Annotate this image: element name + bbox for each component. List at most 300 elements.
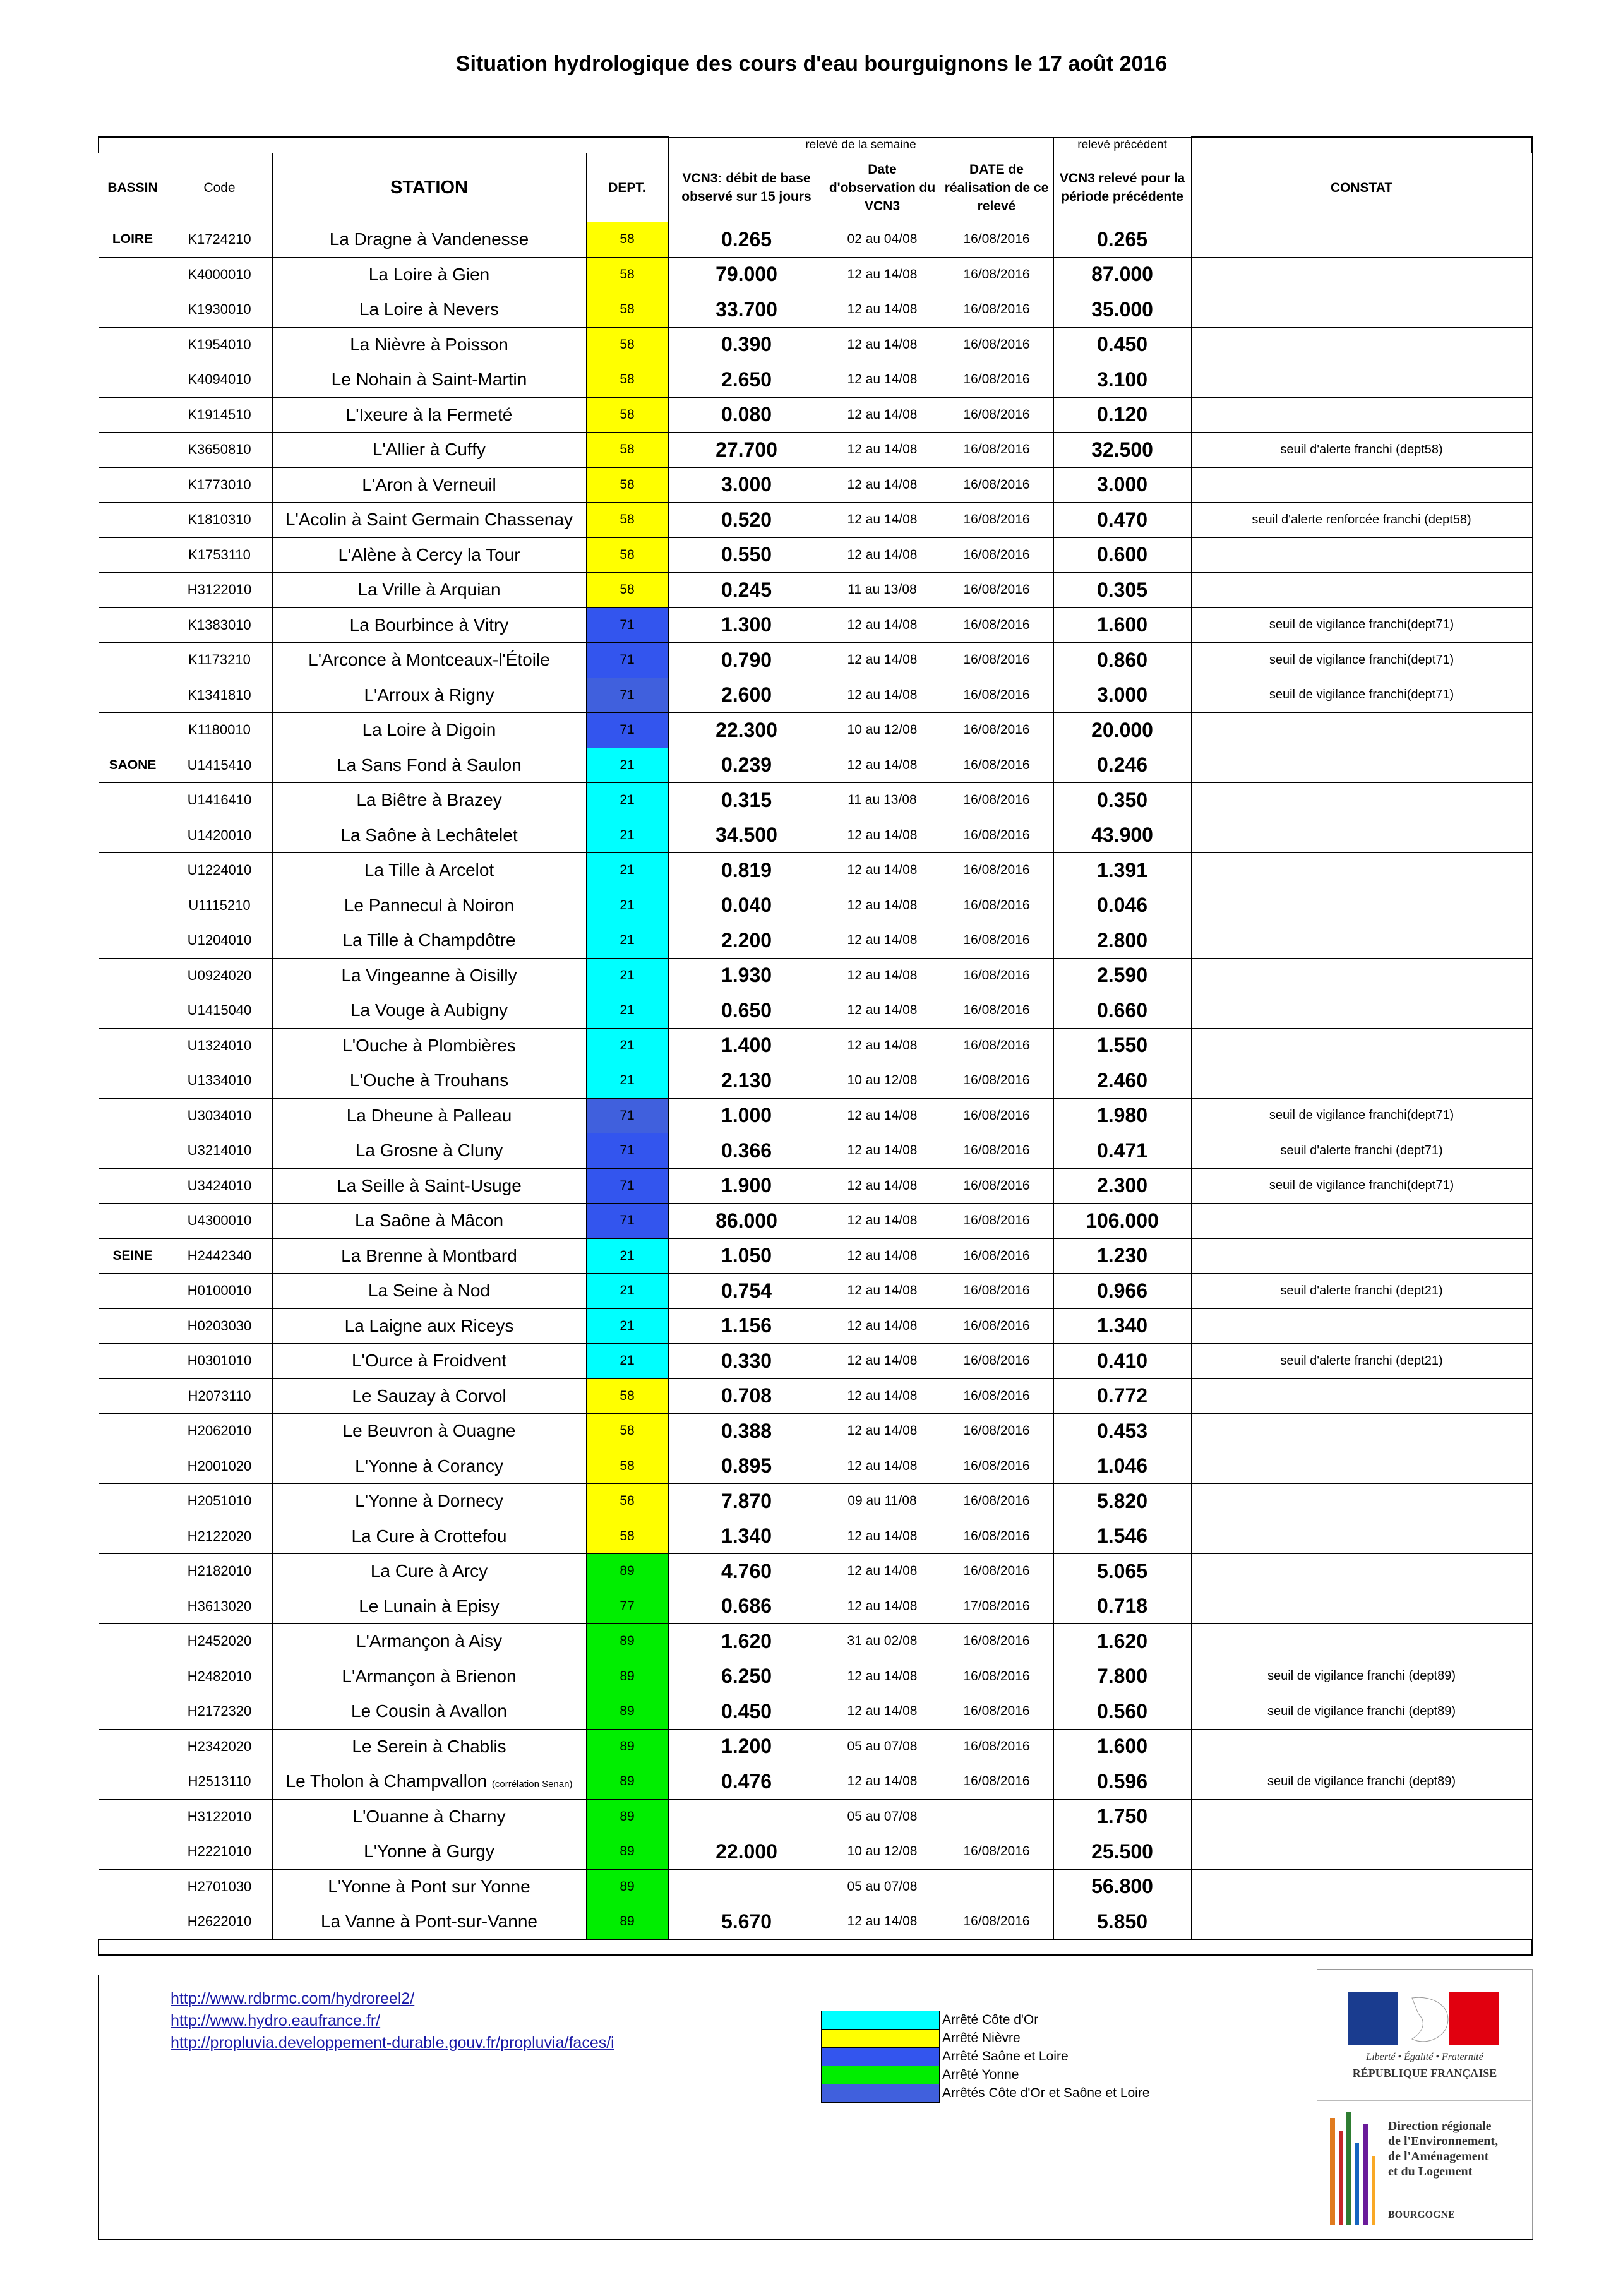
cell-vcn3: 1.900 [668,1168,825,1204]
hydro-table [98,136,1533,1956]
cell-bassin [99,1098,167,1133]
cell-date-real: 16/08/2016 [940,1133,1053,1169]
cell-vcn3-prev: 2.300 [1053,1168,1191,1204]
cell-date-obs: 12 au 14/08 [825,1554,940,1589]
cell-vcn3: 1.340 [668,1519,825,1554]
cell-bassin [99,958,167,993]
table-row [99,783,1532,818]
cell-dept: 21 [586,888,668,923]
cell-vcn3 [668,1869,825,1904]
cell-dept: 89 [586,1729,668,1764]
cell-code: U1334010 [167,1063,272,1099]
station-name: La Saône à Lechâtelet [340,825,518,845]
cell-dept: 71 [586,1204,668,1239]
cell-constat [1191,1519,1532,1554]
cell-dept: 21 [586,923,668,959]
cell-date-real: 16/08/2016 [940,222,1053,258]
cell-station [272,1204,586,1239]
cell-station [272,993,586,1029]
cell-constat [1191,1238,1532,1274]
cell-bassin [99,1834,167,1870]
station-name: La Loire à Gien [368,264,490,284]
cell-vcn3-prev: 0.410 [1053,1344,1191,1379]
station-name: La Vrille à Arquian [357,580,501,600]
dreal-logo-icon [1324,2105,1387,2232]
cell-code: U1415040 [167,993,272,1029]
cell-code: U1420010 [167,818,272,853]
cell-date-real: 16/08/2016 [940,607,1053,643]
cell-constat: seuil d'alerte franchi (dept71) [1191,1133,1532,1169]
cell-dept: 58 [586,537,668,573]
legend-label: Arrêtés Côte d'Or et Saône et Loire [942,2086,1150,2100]
cell-date-obs: 12 au 14/08 [825,397,940,433]
cell-vcn3: 79.000 [668,257,825,292]
cell-code: H3122010 [167,1799,272,1834]
cell-bassin [99,433,167,468]
legend-swatch-nievre [822,2030,940,2048]
cell-code: H2342020 [167,1729,272,1764]
cell-station [272,1414,586,1449]
cell-vcn3-prev: 0.718 [1053,1589,1191,1624]
cell-station [272,748,586,783]
cell-code: U1416410 [167,783,272,818]
cell-bassin [99,292,167,328]
cell-bassin [99,1449,167,1484]
cell-date-obs: 12 au 14/08 [825,1904,940,1940]
cell-vcn3: 5.670 [668,1904,825,1940]
cell-date-real: 16/08/2016 [940,327,1053,362]
cell-date-real: 16/08/2016 [940,713,1053,748]
station-name: L'Ource à Froidvent [351,1351,506,1371]
legend-label: Arrêté Côte d'Or [942,2012,1039,2027]
cell-bassin [99,607,167,643]
cell-bassin [99,1869,167,1904]
cell-constat [1191,327,1532,362]
cell-bassin [99,362,167,398]
cell-date-real: 16/08/2016 [940,257,1053,292]
logo-separator [1317,2100,1531,2101]
cell-dept: 21 [586,958,668,993]
cell-vcn3: 0.790 [668,643,825,678]
cell-vcn3-prev: 0.860 [1053,643,1191,678]
cell-vcn3: 1.200 [668,1729,825,1764]
cell-bassin [99,397,167,433]
cell-constat [1191,1308,1532,1344]
cell-date-real: 16/08/2016 [940,993,1053,1029]
cell-constat [1191,818,1532,853]
cell-vcn3: 0.390 [668,327,825,362]
cell-constat: seuil de vigilance franchi(dept71) [1191,607,1532,643]
cell-date-obs: 12 au 14/08 [825,1204,940,1239]
cell-constat [1191,1624,1532,1659]
cell-date-obs: 10 au 12/08 [825,1834,940,1870]
cell-vcn3-prev: 5.820 [1053,1484,1191,1519]
cell-bassin [99,818,167,853]
cell-station [272,537,586,573]
cell-vcn3-prev: 0.305 [1053,573,1191,608]
cell-date-obs: 31 au 02/08 [825,1624,940,1659]
cell-constat: seuil de vigilance franchi(dept71) [1191,678,1532,713]
cell-station [272,1484,586,1519]
cell-vcn3: 1.156 [668,1308,825,1344]
table-row [99,923,1532,959]
cell-date-real: 16/08/2016 [940,1028,1053,1063]
cell-vcn3: 0.686 [668,1589,825,1624]
cell-bassin [99,1344,167,1379]
legend-label: Arrêté Nièvre [942,2031,1021,2045]
cell-date-real: 16/08/2016 [940,1694,1053,1730]
cell-date-obs: 12 au 14/08 [825,1414,940,1449]
header-spacer [1191,137,1532,153]
cell-station [272,222,586,258]
cell-vcn3: 27.700 [668,433,825,468]
cell-vcn3-prev: 87.000 [1053,257,1191,292]
cell-date-obs: 12 au 14/08 [825,1659,940,1694]
cell-bassin [99,1274,167,1309]
cell-constat [1191,1484,1532,1519]
station-name: L'Ouanne à Charny [352,1806,506,1826]
cell-constat: seuil de vigilance franchi(dept71) [1191,1098,1532,1133]
cell-vcn3: 0.388 [668,1414,825,1449]
legend-label: Arrêté Saône et Loire [942,2049,1069,2064]
cell-bassin [99,1168,167,1204]
cell-dept: 71 [586,1168,668,1204]
cell-date-real: 16/08/2016 [940,1484,1053,1519]
cell-vcn3: 22.300 [668,713,825,748]
cell-vcn3: 0.754 [668,1274,825,1309]
cell-station [272,888,586,923]
cell-date-real: 16/08/2016 [940,537,1053,573]
cell-constat: seuil d'alerte franchi (dept58) [1191,433,1532,468]
cell-date-real: 16/08/2016 [940,1098,1053,1133]
cell-station [272,818,586,853]
cell-dept: 71 [586,1133,668,1169]
cell-dept: 58 [586,397,668,433]
cell-date-real: 16/08/2016 [940,1344,1053,1379]
station-name: La Saône à Mâcon [354,1211,504,1231]
cell-constat [1191,257,1532,292]
station-name: La Vingeanne à Oisilly [341,965,517,985]
cell-bassin [99,643,167,678]
station-name: L'Yonne à Gurgy [364,1841,494,1862]
cell-code: K1180010 [167,713,272,748]
table-row [99,1378,1532,1414]
station-name: L'Allier à Cuffy [372,439,486,460]
cell-code: H2513110 [167,1764,272,1800]
cell-code: H2062010 [167,1414,272,1449]
station-name: La Vouge à Aubigny [350,1000,508,1020]
cell-constat [1191,1554,1532,1589]
station-name: L'Ixeure à la Fermeté [345,404,513,424]
cell-vcn3-prev: 1.391 [1053,853,1191,888]
table-row [99,362,1532,398]
cell-dept: 77 [586,1589,668,1624]
cell-code: H2172320 [167,1694,272,1730]
station-name: Le Lunain à Episy [359,1596,500,1616]
table-row [99,1589,1532,1624]
link-rdbrmc[interactable]: http://www.rdbrmc.com/hydroreel2/ [171,1990,415,2007]
cell-vcn3: 1.050 [668,1238,825,1274]
station-name: L'Alène à Cercy la Tour [338,544,520,565]
cell-station [272,853,586,888]
station-name: L'Ouche à Trouhans [349,1070,509,1091]
cell-date-obs: 12 au 14/08 [825,467,940,503]
cell-date-obs: 12 au 14/08 [825,1589,940,1624]
cell-date-real: 17/08/2016 [940,1589,1053,1624]
cell-vcn3-prev: 0.600 [1053,537,1191,573]
links-list [171,1988,614,2054]
station-name: Le Tholon à Champvallon [285,1771,488,1791]
station-name: La Grosne à Cluny [355,1140,503,1161]
cell-bassin [99,327,167,362]
cell-bassin [99,1694,167,1730]
cell-station [272,1028,586,1063]
table-row [99,678,1532,713]
cell-date-real: 16/08/2016 [940,1238,1053,1274]
cell-station [272,1659,586,1694]
cell-dept: 89 [586,1834,668,1870]
cell-vcn3-prev: 0.966 [1053,1274,1191,1309]
cell-vcn3: 0.315 [668,783,825,818]
cell-bassin [99,1764,167,1800]
legend-swatch-saone-loire [822,2048,940,2066]
link-propluvia[interactable]: http://propluvia.developpement-durable.gouv.fr/propluvia/faces/i [171,2034,614,2052]
cell-date-real: 16/08/2016 [940,1904,1053,1940]
cell-constat [1191,397,1532,433]
cell-dept: 58 [586,292,668,328]
cell-date-real: 16/08/2016 [940,1063,1053,1099]
cell-station [272,1764,586,1800]
table-row [99,1834,1532,1870]
station-name: La Nièvre à Poisson [350,334,508,354]
cell-constat: seuil de vigilance franchi (dept89) [1191,1694,1532,1730]
cell-date-real: 16/08/2016 [940,1519,1053,1554]
cell-constat [1191,467,1532,503]
cell-date-obs: 12 au 14/08 [825,993,940,1029]
cell-date-real: 16/08/2016 [940,433,1053,468]
cell-vcn3-prev: 1.230 [1053,1238,1191,1274]
cell-dept: 21 [586,1308,668,1344]
cell-dept: 58 [586,257,668,292]
cell-constat [1191,1063,1532,1099]
cell-station [272,643,586,678]
cell-vcn3-prev: 25.500 [1053,1834,1191,1870]
cell-date-real: 16/08/2016 [940,503,1053,538]
cell-station [272,1799,586,1834]
cell-bassin [99,1799,167,1834]
cell-vcn3-prev: 56.800 [1053,1869,1191,1904]
cell-vcn3-prev: 0.265 [1053,222,1191,258]
cell-date-obs: 12 au 14/08 [825,1764,940,1800]
marianne-logo-icon [1317,1979,1532,2061]
station-name: La Vanne à Pont-sur-Vanne [321,1911,537,1932]
cell-dept: 21 [586,1063,668,1099]
cell-vcn3: 0.550 [668,537,825,573]
station-name: La Seille à Saint-Usuge [337,1175,522,1195]
cell-date-real: 16/08/2016 [940,1659,1053,1694]
cell-bassin [99,1554,167,1589]
cell-date-obs: 12 au 14/08 [825,433,940,468]
cell-date-obs: 12 au 14/08 [825,1133,940,1169]
station-name: La Loire à Nevers [359,299,499,320]
cell-constat [1191,1414,1532,1449]
cell-date-obs: 05 au 07/08 [825,1799,940,1834]
cell-constat [1191,1869,1532,1904]
table-row [99,433,1532,468]
cell-vcn3-prev: 0.471 [1053,1133,1191,1169]
table-row [99,1133,1532,1169]
cell-vcn3: 2.200 [668,923,825,959]
cell-station [272,1589,586,1624]
cell-station [272,783,586,818]
cell-station [272,1308,586,1344]
dreal-region: BOURGOGNE [1388,2209,1455,2220]
station-name: La Brenne à Montbard [341,1245,517,1265]
table-row [99,1308,1532,1344]
cell-vcn3: 0.895 [668,1449,825,1484]
cell-dept: 89 [586,1764,668,1800]
cell-date-obs: 12 au 14/08 [825,678,940,713]
cell-date-obs: 09 au 11/08 [825,1484,940,1519]
cell-date-obs: 12 au 14/08 [825,853,940,888]
cell-station [272,1378,586,1414]
cell-station [272,292,586,328]
cell-bassin [99,1484,167,1519]
table-row [99,748,1532,783]
cell-dept: 58 [586,503,668,538]
cell-vcn3: 1.930 [668,958,825,993]
cell-dept: 58 [586,1378,668,1414]
cell-dept: 89 [586,1694,668,1730]
cell-bassin [99,853,167,888]
legend-swatch-yonne [822,2066,940,2084]
table-row [99,1028,1532,1063]
cell-station [272,1834,586,1870]
station-name: La Dheune à Palleau [346,1105,512,1125]
station-name: L'Yonne à Corancy [355,1456,503,1476]
table-row [99,643,1532,678]
cell-vcn3-prev: 7.800 [1053,1659,1191,1694]
cell-station [272,1904,586,1940]
cell-vcn3: 0.650 [668,993,825,1029]
cell-vcn3-prev: 3.000 [1053,467,1191,503]
station-name: L'Acolin à Saint Germain Chassenay [285,510,573,530]
table-row [99,818,1532,853]
cell-code: U3034010 [167,1098,272,1133]
cell-code: K4000010 [167,257,272,292]
cell-date-real: 16/08/2016 [940,467,1053,503]
cell-date-obs: 12 au 14/08 [825,643,940,678]
cell-vcn3-prev: 0.596 [1053,1764,1191,1800]
cell-vcn3: 2.130 [668,1063,825,1099]
cell-date-real: 16/08/2016 [940,1624,1053,1659]
cell-vcn3-prev: 35.000 [1053,292,1191,328]
cell-date-obs: 05 au 07/08 [825,1729,940,1764]
cell-vcn3: 0.476 [668,1764,825,1800]
cell-date-real [940,1799,1053,1834]
cell-code: K1173210 [167,643,272,678]
table-row [99,1624,1532,1659]
cell-date-real: 16/08/2016 [940,292,1053,328]
cell-date-real: 16/08/2016 [940,923,1053,959]
cell-code: K1914510 [167,397,272,433]
link-hydro-eaufrance[interactable]: http://www.hydro.eaufrance.fr/ [171,2012,381,2030]
cell-vcn3-prev: 1.340 [1053,1308,1191,1344]
cell-dept: 89 [586,1554,668,1589]
cell-station [272,1519,586,1554]
cell-vcn3-prev: 2.800 [1053,923,1191,959]
cell-code: H2051010 [167,1484,272,1519]
cell-vcn3-prev: 20.000 [1053,713,1191,748]
col-header-code: Code [167,153,272,222]
table-row [99,397,1532,433]
cell-vcn3: 6.250 [668,1659,825,1694]
cell-dept: 89 [586,1624,668,1659]
cell-date-obs: 05 au 07/08 [825,1869,940,1904]
cell-station [272,678,586,713]
cell-date-obs: 12 au 14/08 [825,1519,940,1554]
cell-date-obs: 10 au 12/08 [825,713,940,748]
table-row [99,222,1532,258]
cell-station [272,1168,586,1204]
cell-dept: 58 [586,1414,668,1449]
station-name: L'Yonne à Pont sur Yonne [328,1876,530,1896]
cell-vcn3: 0.708 [668,1378,825,1414]
table-row [99,1869,1532,1904]
table-row [99,292,1532,328]
col-header-bassin: BASSIN [99,153,167,222]
cell-constat: seuil d'alerte franchi (dept21) [1191,1344,1532,1379]
cell-bassin [99,1659,167,1694]
cell-date-real: 16/08/2016 [940,1764,1053,1800]
table-row [99,257,1532,292]
table-row [99,1063,1532,1099]
dreal-line: de l'Aménagement [1388,2150,1489,2163]
cell-bassin [99,923,167,959]
cell-vcn3-prev: 1.550 [1053,1028,1191,1063]
cell-bassin: SAONE [99,748,167,783]
cell-date-obs: 12 au 14/08 [825,818,940,853]
cell-station [272,1694,586,1730]
table-row [99,327,1532,362]
logo-panel [1317,1969,1533,2239]
station-name: La Cure à Arcy [370,1561,488,1581]
cell-vcn3: 0.819 [668,853,825,888]
station-name: Le Serein à Chablis [352,1736,506,1756]
cell-bassin [99,1624,167,1659]
cell-date-obs: 11 au 13/08 [825,783,940,818]
cell-vcn3-prev: 1.046 [1053,1449,1191,1484]
cell-vcn3-prev: 0.470 [1053,503,1191,538]
cell-date-obs: 12 au 14/08 [825,1308,940,1344]
table-row [99,503,1532,538]
cell-bassin [99,1519,167,1554]
cell-vcn3-prev: 2.590 [1053,958,1191,993]
cell-date-real: 16/08/2016 [940,1834,1053,1870]
cell-dept: 21 [586,1028,668,1063]
cell-code: H2221010 [167,1834,272,1870]
cell-vcn3-prev: 0.046 [1053,888,1191,923]
table-row [99,1168,1532,1204]
cell-code: K1773010 [167,467,272,503]
cell-constat [1191,1589,1532,1624]
cell-code: H3122010 [167,573,272,608]
cell-station [272,1729,586,1764]
cell-code: H2622010 [167,1904,272,1940]
cell-bassin [99,1308,167,1344]
table-row [99,607,1532,643]
cell-bassin [99,1904,167,1940]
